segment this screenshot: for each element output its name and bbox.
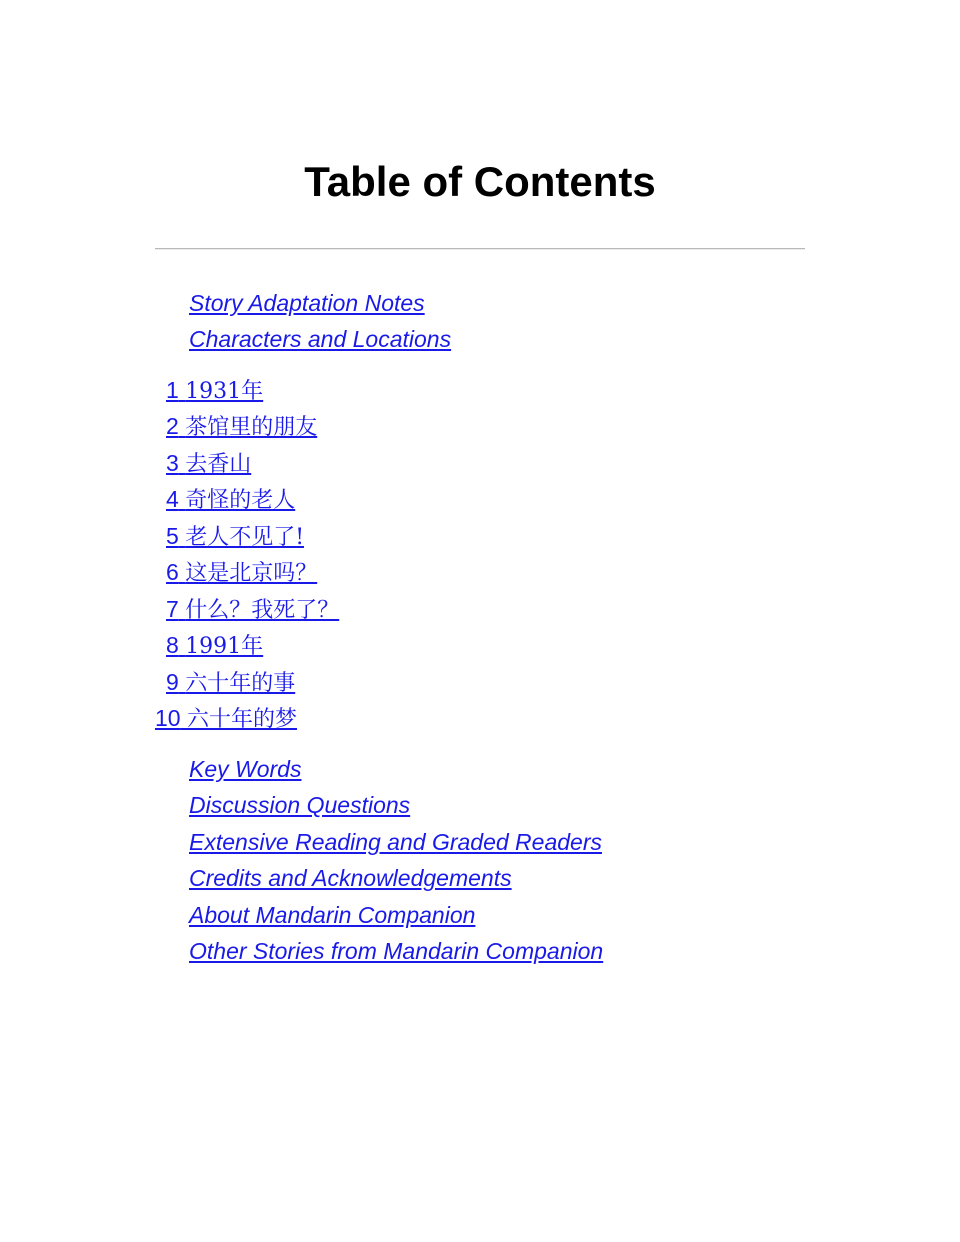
page-title: Table of Contents xyxy=(304,158,656,205)
toc-link-chapter-3[interactable] xyxy=(166,448,251,480)
toc-link-credits[interactable]: Credits and Acknowledgements xyxy=(189,865,512,891)
chapter-title: 老人不见了! xyxy=(185,525,305,550)
toc-link-chapter-2[interactable] xyxy=(166,411,317,443)
toc-link-characters-and-locations[interactable]: Characters and Locations xyxy=(189,326,452,352)
chapter-title: 1931年 xyxy=(185,379,264,404)
toc-link-other-stories[interactable]: Other Stories from Mandarin Companion xyxy=(189,938,604,964)
chapter-title: 六十年的事 xyxy=(185,671,296,696)
toc-link-chapter-1[interactable] xyxy=(166,375,263,407)
toc-link-chapter-7[interactable] xyxy=(166,594,339,626)
chapter-title: 这是北京吗？ xyxy=(185,561,318,586)
chapter-number: 8 xyxy=(166,632,179,658)
toc-link-extensive-reading[interactable]: Extensive Reading and Graded Readers xyxy=(189,829,602,855)
chapter-number: 2 xyxy=(166,413,179,439)
chapter-number: 3 xyxy=(166,450,179,476)
chapter-title: 去香山 xyxy=(185,452,252,477)
toc-link-key-words[interactable]: Key Words xyxy=(189,756,302,782)
horizontal-divider xyxy=(155,248,805,250)
chapter-title: 什么？我死了？ xyxy=(185,598,340,623)
chapter-number: 6 xyxy=(166,559,179,585)
toc-link-discussion-questions[interactable]: Discussion Questions xyxy=(189,792,411,818)
toc-link-chapter-4[interactable] xyxy=(166,484,295,516)
chapter-title: 六十年的梦 xyxy=(186,707,297,732)
toc-link-chapter-5[interactable] xyxy=(166,521,304,553)
toc-link-chapter-8[interactable] xyxy=(166,630,263,662)
chapter-number: 10 xyxy=(155,705,181,731)
toc-link-about-mandarin-companion[interactable]: About Mandarin Companion xyxy=(189,902,476,928)
chapter-number: 9 xyxy=(166,669,179,695)
chapter-number: 7 xyxy=(166,596,179,622)
chapter-title: 茶馆里的朋友 xyxy=(185,415,318,440)
chapter-title: 奇怪的老人 xyxy=(185,488,296,513)
chapter-number: 5 xyxy=(166,523,179,549)
chapter-title: 1991年 xyxy=(185,634,264,659)
toc-link-chapter-9[interactable] xyxy=(166,667,295,699)
chapter-number: 1 xyxy=(166,377,179,403)
toc-link-chapter-6[interactable] xyxy=(166,557,317,589)
chapter-number: 4 xyxy=(166,486,179,512)
toc-link-chapter-10[interactable] xyxy=(155,703,297,735)
toc-link-story-adaptation-notes[interactable]: Story Adaptation Notes xyxy=(189,290,425,316)
